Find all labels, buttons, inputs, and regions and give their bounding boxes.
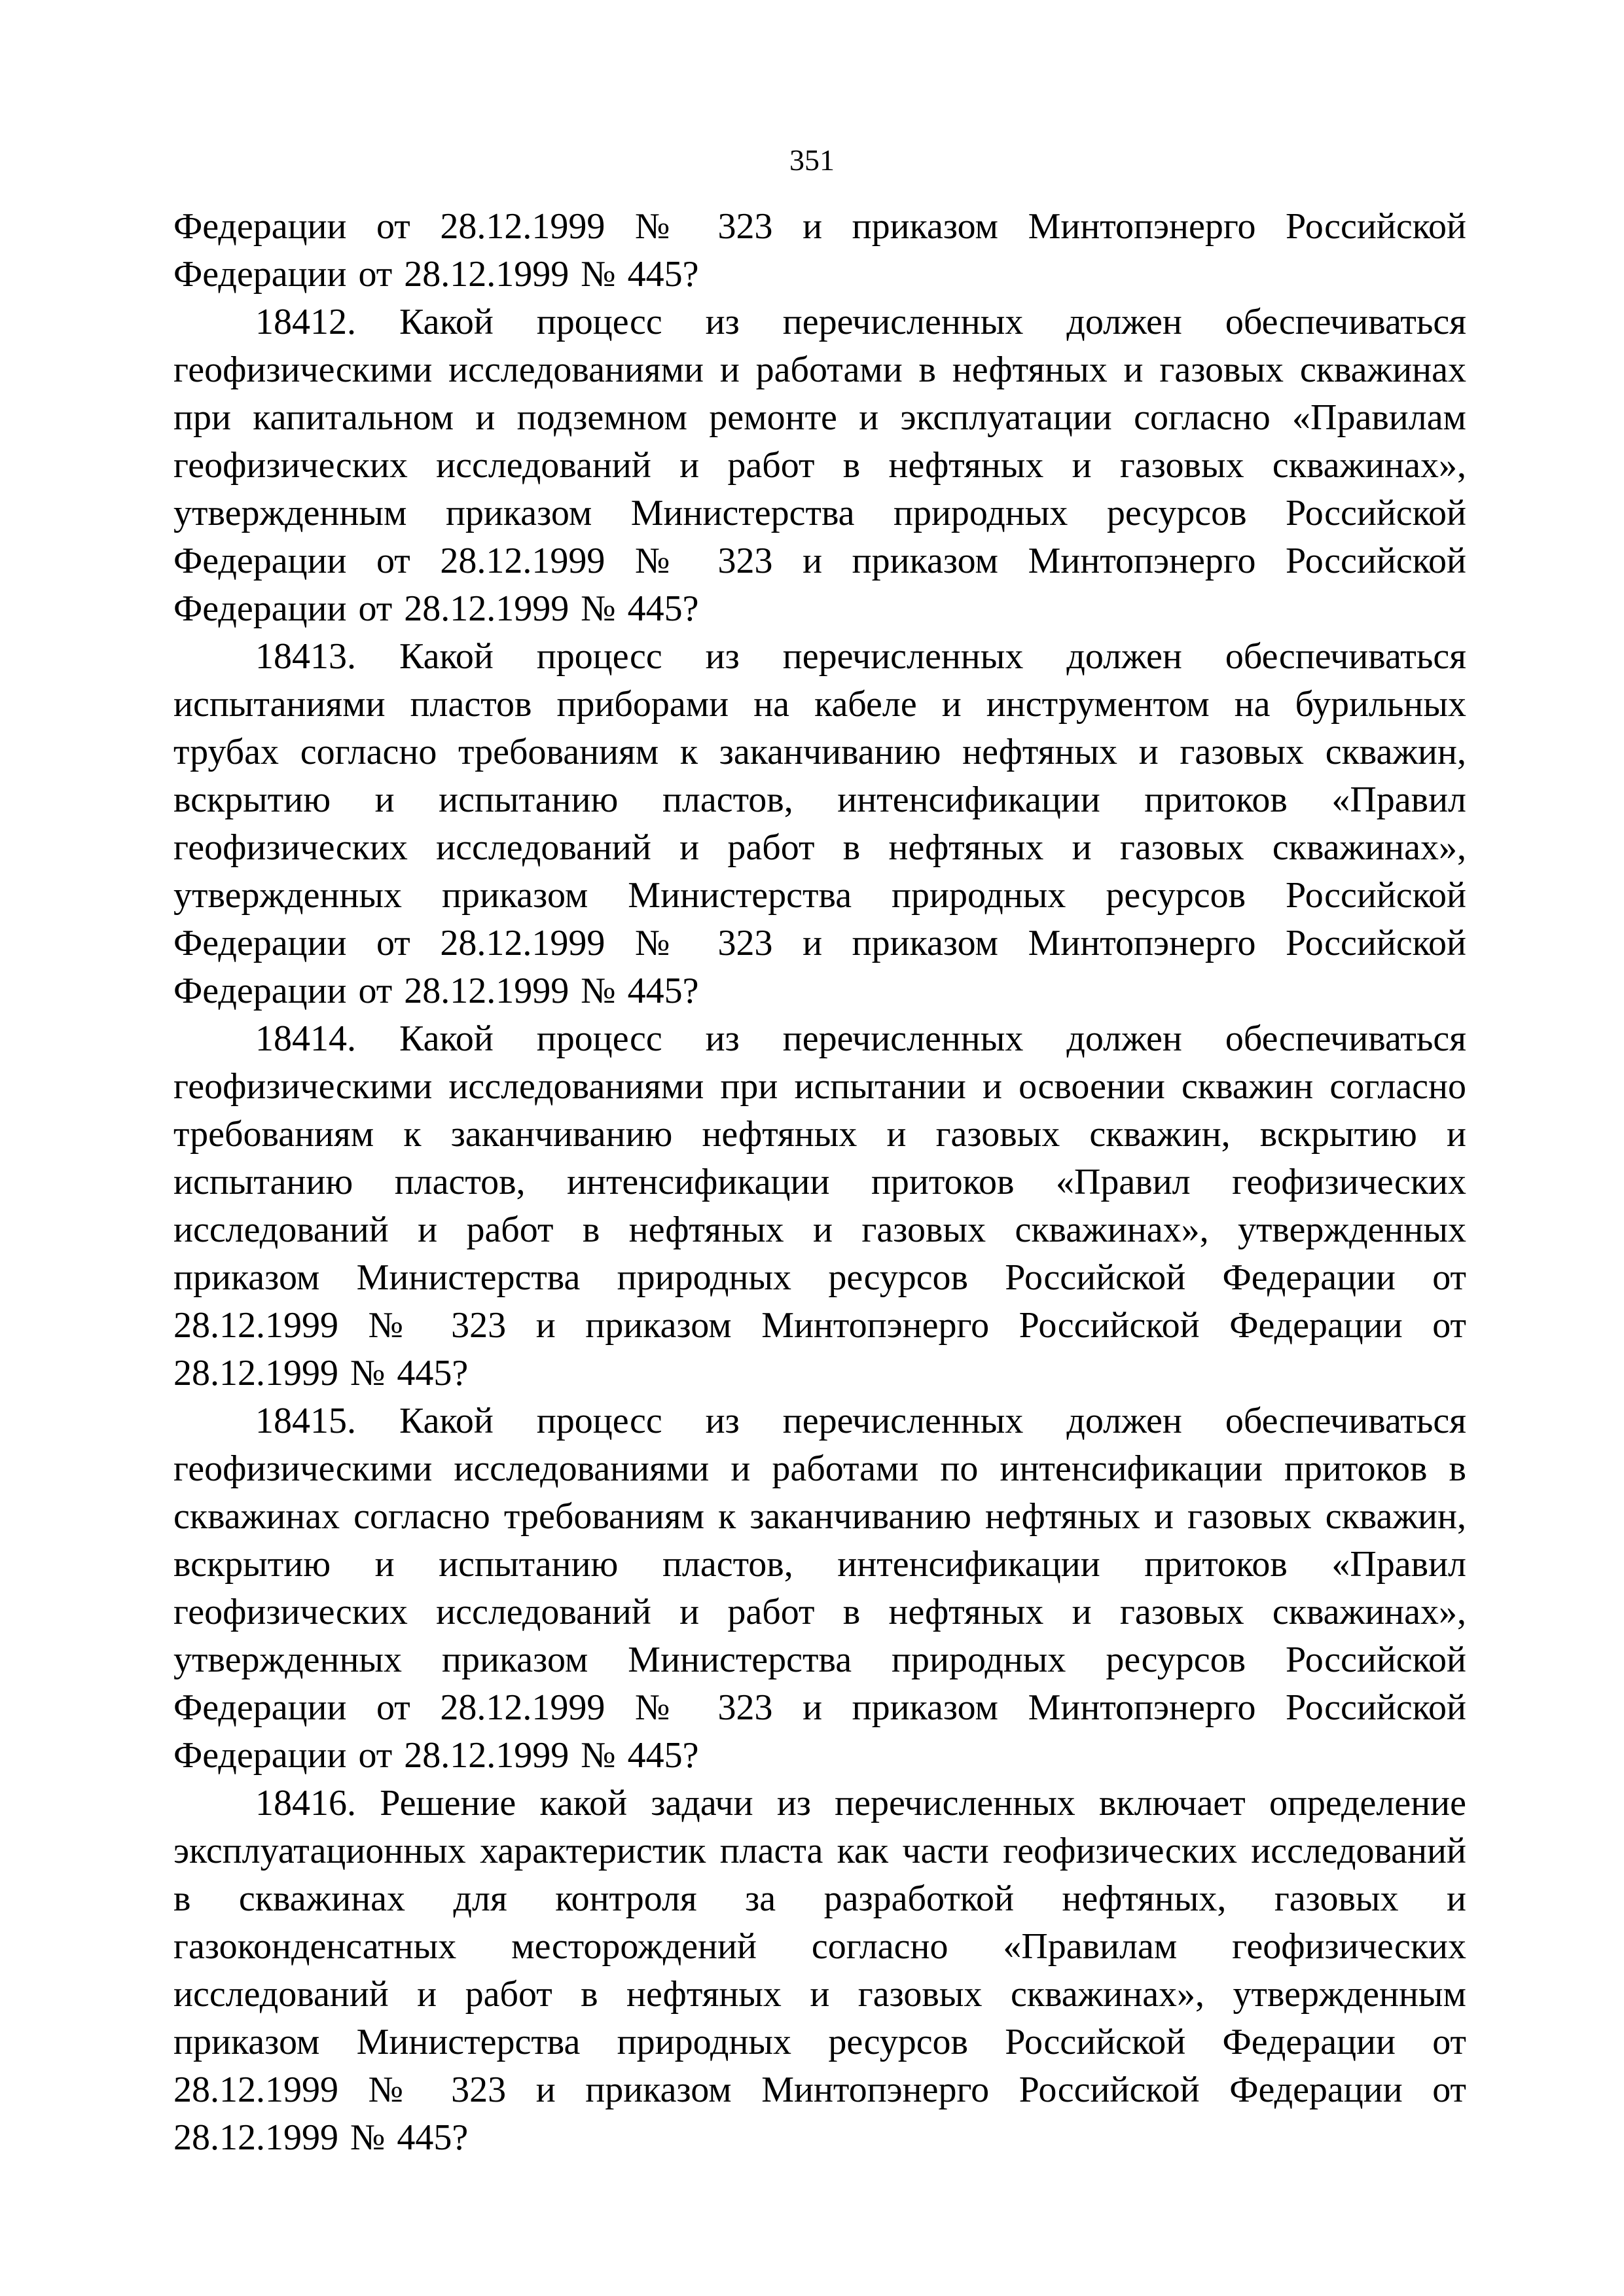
question-18413: 18413. Какой процесс из перечисленных должен обеспечиваться испытаниями пластов приборами на кабеле и инструментом на бурильных трубах согласно требованиям к заканчиванию нефтяных и газовых скважин, вскрытию и испытанию пластов, интенсификации притоков «Правил геофизических исследований и работ в нефтяных и газовых скважинах», утвержденных приказом Министерства природных ресурсов Российской Федерации от 28.12.1999 № 323 и приказом Минтопэнерго Российской Федерации от 28.12.1999 № 445? — [173, 636, 1466, 1011]
page-number: 351 — [789, 143, 835, 177]
document-body — [173, 203, 1466, 2162]
question-18415: 18415. Какой процесс из перечисленных должен обеспечиваться геофизическими исследованиями и работами по интенсификации притоков в скважинах согласно требованиям к заканчиванию нефтяных и газовых скважин, вскрытию и испытанию пластов, интенсификации притоков «Правил геофизических исследований и работ в нефтяных и газовых скважинах», утвержденных приказом Министерства природных ресурсов Российской Федерации от 28.12.1999 № 323 и приказом Минтопэнерго Российской Федерации от 28.12.1999 № 445? — [173, 1401, 1466, 1776]
paragraph-continuation: Федерации от 28.12.1999 № 323 и приказом Минтопэнерго Российской Федерации от 28.12.1999 № 445? — [173, 206, 1466, 295]
question-18416: 18416. Решение какой задачи из перечисленных включает определение эксплуатационных характеристик пласта как части геофизических исследований в скважинах для контроля за разработкой нефтяных, газовых и газоконденсатных месторождений согласно «Правилам геофизических исследований и работ в нефтяных и газовых скважинах», утвержденным приказом Министерства природных ресурсов Российской Федерации от 28.12.1999 № 323 и приказом Минтопэнерго Российской Федерации от 28.12.1999 № 445? — [173, 1783, 1466, 2158]
question-18414: 18414. Какой процесс из перечисленных должен обеспечиваться геофизическими исследованиями при испытании и освоении скважин согласно требованиям к заканчиванию нефтяных и газовых скважин, вскрытию и испытанию пластов, интенсификации притоков «Правил геофизических исследований и работ в нефтяных и газовых скважинах», утвержденных приказом Министерства природных ресурсов Российской Федерации от 28.12.1999 № 323 и приказом Минтопэнерго Российской Федерации от 28.12.1999 № 445? — [173, 1018, 1466, 1393]
question-18412: 18412. Какой процесс из перечисленных должен обеспечиваться геофизическими исследованиями и работами в нефтяных и газовых скважинах при капитальном и подземном ремонте и эксплуатации согласно «Правилам геофизических исследований и работ в нефтяных и газовых скважинах», утвержденным приказом Министерства природных ресурсов Российской Федерации от 28.12.1999 № 323 и приказом Минтопэнерго Российской Федерации от 28.12.1999 № 445? — [173, 302, 1466, 629]
